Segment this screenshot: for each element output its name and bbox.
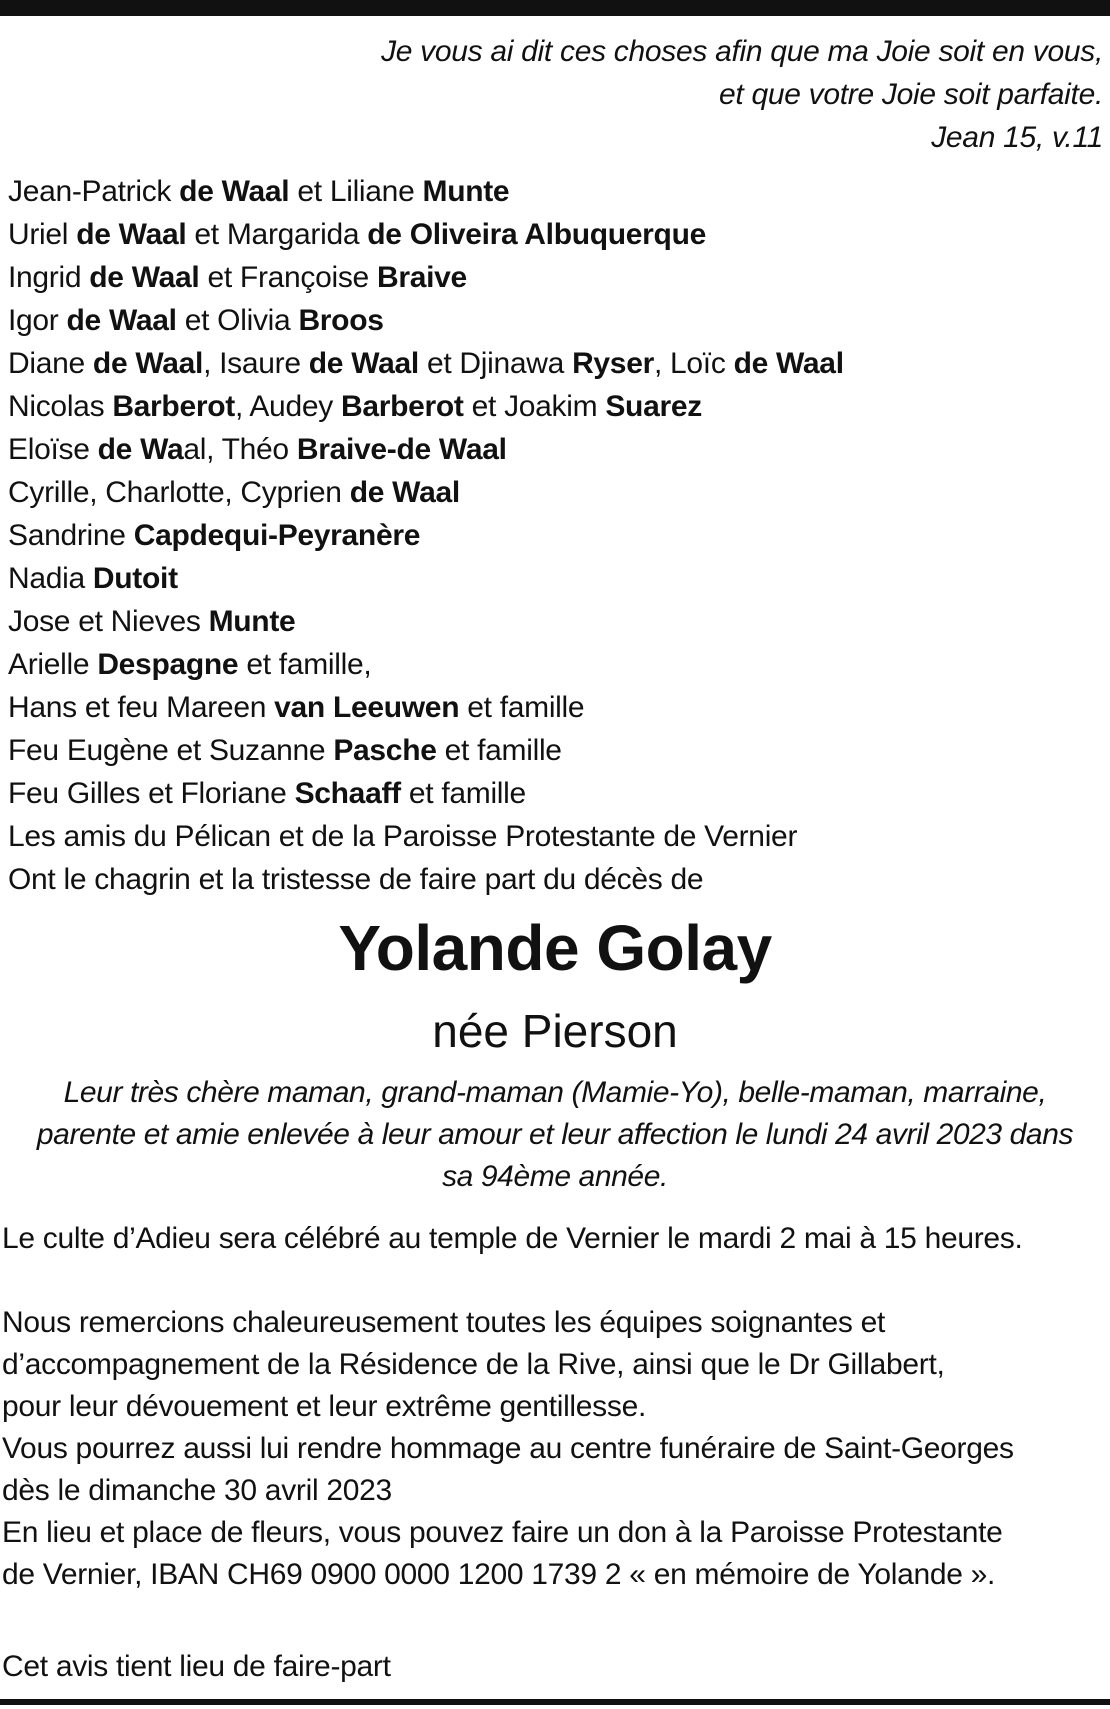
family-line — [8, 256, 844, 299]
thanks-paragraph — [2, 1302, 1014, 1596]
family-surname: Braive-de Waal — [296, 433, 507, 466]
family-surname: de Waal — [349, 476, 460, 509]
family-surname: Broos — [298, 304, 384, 337]
family-surname: Schaaff — [294, 777, 401, 810]
family-surname: de Waal — [92, 347, 204, 380]
family-surname: Dutoit — [92, 562, 178, 595]
family-line — [8, 385, 844, 428]
thanks-line: Nous remercions chaleureusement toutes les équipes soignantes et — [2, 1306, 885, 1339]
tribute-text — [0, 1072, 1110, 1198]
family-text: Hans et feu Mareen — [8, 691, 275, 724]
family-text: et Françoise — [199, 261, 377, 294]
family-text: et Margarida — [186, 218, 368, 251]
family-text: et famille, — [238, 648, 372, 681]
family-line — [8, 471, 844, 514]
family-line — [8, 213, 844, 256]
family-text: et famille — [436, 734, 562, 767]
tribute-line: sa 94ème année. — [442, 1160, 668, 1193]
epigraph-quote — [203, 30, 1103, 159]
thanks-line: En lieu et place de fleurs, vous pouvez faire un don à la Paroisse Protestante — [2, 1516, 1003, 1549]
bottom-rule — [0, 1699, 1110, 1705]
family-surname: Munte — [208, 605, 296, 638]
family-text: et Olivia — [176, 304, 299, 337]
family-list — [8, 170, 844, 901]
epigraph-line: et que votre Joie soit parfaite. — [719, 78, 1103, 111]
family-line — [8, 428, 844, 471]
family-text: et Joakim — [463, 390, 606, 423]
tribute-line: parente et amie enlevée à leur amour et leur affection le lundi 24 avril 2023 dans — [36, 1118, 1074, 1151]
family-line — [8, 170, 844, 213]
family-text: Igor — [8, 304, 67, 337]
family-text: , Loïc — [653, 347, 734, 380]
family-text: et Liliane — [289, 175, 423, 208]
family-text: et Djinawa — [418, 347, 573, 380]
family-text: Eloïse — [8, 433, 98, 466]
family-text: Nadia — [8, 562, 93, 595]
family-text: Feu Gilles et Floriane — [8, 777, 295, 810]
family-surname: Munte — [422, 175, 510, 208]
family-text: , Isaure — [203, 347, 309, 380]
family-text: et famille — [400, 777, 526, 810]
thanks-line: dès le dimanche 30 avril 2023 — [2, 1474, 392, 1507]
family-text: Ingrid — [8, 261, 90, 294]
family-line — [8, 342, 844, 385]
thanks-line: de Vernier, IBAN CH69 0900 0000 1200 1739 2 « en mémoire de Yolande ». — [2, 1558, 996, 1591]
family-line — [8, 600, 844, 643]
family-line — [8, 557, 844, 600]
family-surname: van Leeuwen — [274, 691, 460, 724]
family-surname: de Waal — [66, 304, 177, 337]
family-text: Cyrille, Charlotte, Cyprien — [8, 476, 350, 509]
family-surname: Capdequi-Peyranère — [133, 519, 421, 552]
family-surname: Ryser — [572, 347, 654, 380]
family-text: , Audey — [234, 390, 341, 423]
family-text: Uriel — [8, 218, 77, 251]
family-surname: Barberot — [112, 390, 235, 423]
family-line — [8, 729, 844, 772]
family-surname: Braive — [376, 261, 467, 294]
thanks-line: pour leur dévouement et leur extrême gentillesse. — [2, 1390, 646, 1423]
family-text: Arielle — [8, 648, 98, 681]
family-surname: de Oliveira Albuquerque — [367, 218, 706, 251]
family-surname: de Waal — [76, 218, 187, 251]
family-surname: Despagne — [97, 648, 239, 681]
epigraph-line: Je vous ai dit ces choses afin que ma Joie soit en vous, — [381, 35, 1103, 68]
service-announcement — [2, 1218, 1023, 1260]
family-line — [8, 858, 844, 901]
family-text: Sandrine — [8, 519, 134, 552]
closing-note — [2, 1646, 391, 1688]
thanks-line: d’accompagnement de la Résidence de la Rive, ainsi que le Dr Gillabert, — [2, 1348, 945, 1381]
family-text: Nicolas — [8, 390, 113, 423]
family-line — [8, 686, 844, 729]
thanks-line: Vous pourrez aussi lui rendre hommage au centre funéraire de Saint-Georges — [2, 1432, 1014, 1465]
family-text: Les amis du Pélican et de la Paroisse Protestante de Vernier — [8, 820, 798, 853]
service-line: Le culte d’Adieu sera célébré au temple de Vernier le mardi 2 mai à 15 heures. — [2, 1222, 1023, 1255]
family-text: Feu Eugène et Suzanne — [8, 734, 334, 767]
tribute-line: Leur très chère maman, grand-maman (Mamie-Yo), belle-maman, marraine, — [63, 1076, 1047, 1109]
maiden-name: née Pierson — [432, 1005, 678, 1057]
deceased-name: Yolande Golay — [338, 912, 772, 984]
family-line — [8, 514, 844, 557]
family-text: al, Théo — [183, 433, 297, 466]
family-surname: de Waal — [89, 261, 200, 294]
family-surname: de Wa — [97, 433, 184, 466]
family-line — [8, 772, 844, 815]
family-surname: Suarez — [605, 390, 702, 423]
top-rule — [0, 0, 1110, 16]
family-text: Ont le chagrin et la tristesse de faire part du décès de — [8, 863, 704, 896]
family-line — [8, 643, 844, 686]
family-surname: Pasche — [333, 734, 437, 767]
family-surname: Barberot — [340, 390, 464, 423]
closing-line: Cet avis tient lieu de faire-part — [2, 1650, 391, 1683]
family-text: et famille — [459, 691, 585, 724]
family-line — [8, 815, 844, 858]
family-line — [8, 299, 844, 342]
family-text: Jean-Patrick — [8, 175, 180, 208]
family-surname: de Waal — [308, 347, 419, 380]
family-surname: de Waal — [179, 175, 290, 208]
family-surname: de Waal — [733, 347, 844, 380]
epigraph-reference: Jean 15, v.11 — [931, 121, 1103, 154]
family-text: Jose et Nieves — [8, 605, 209, 638]
family-text: Diane — [8, 347, 93, 380]
